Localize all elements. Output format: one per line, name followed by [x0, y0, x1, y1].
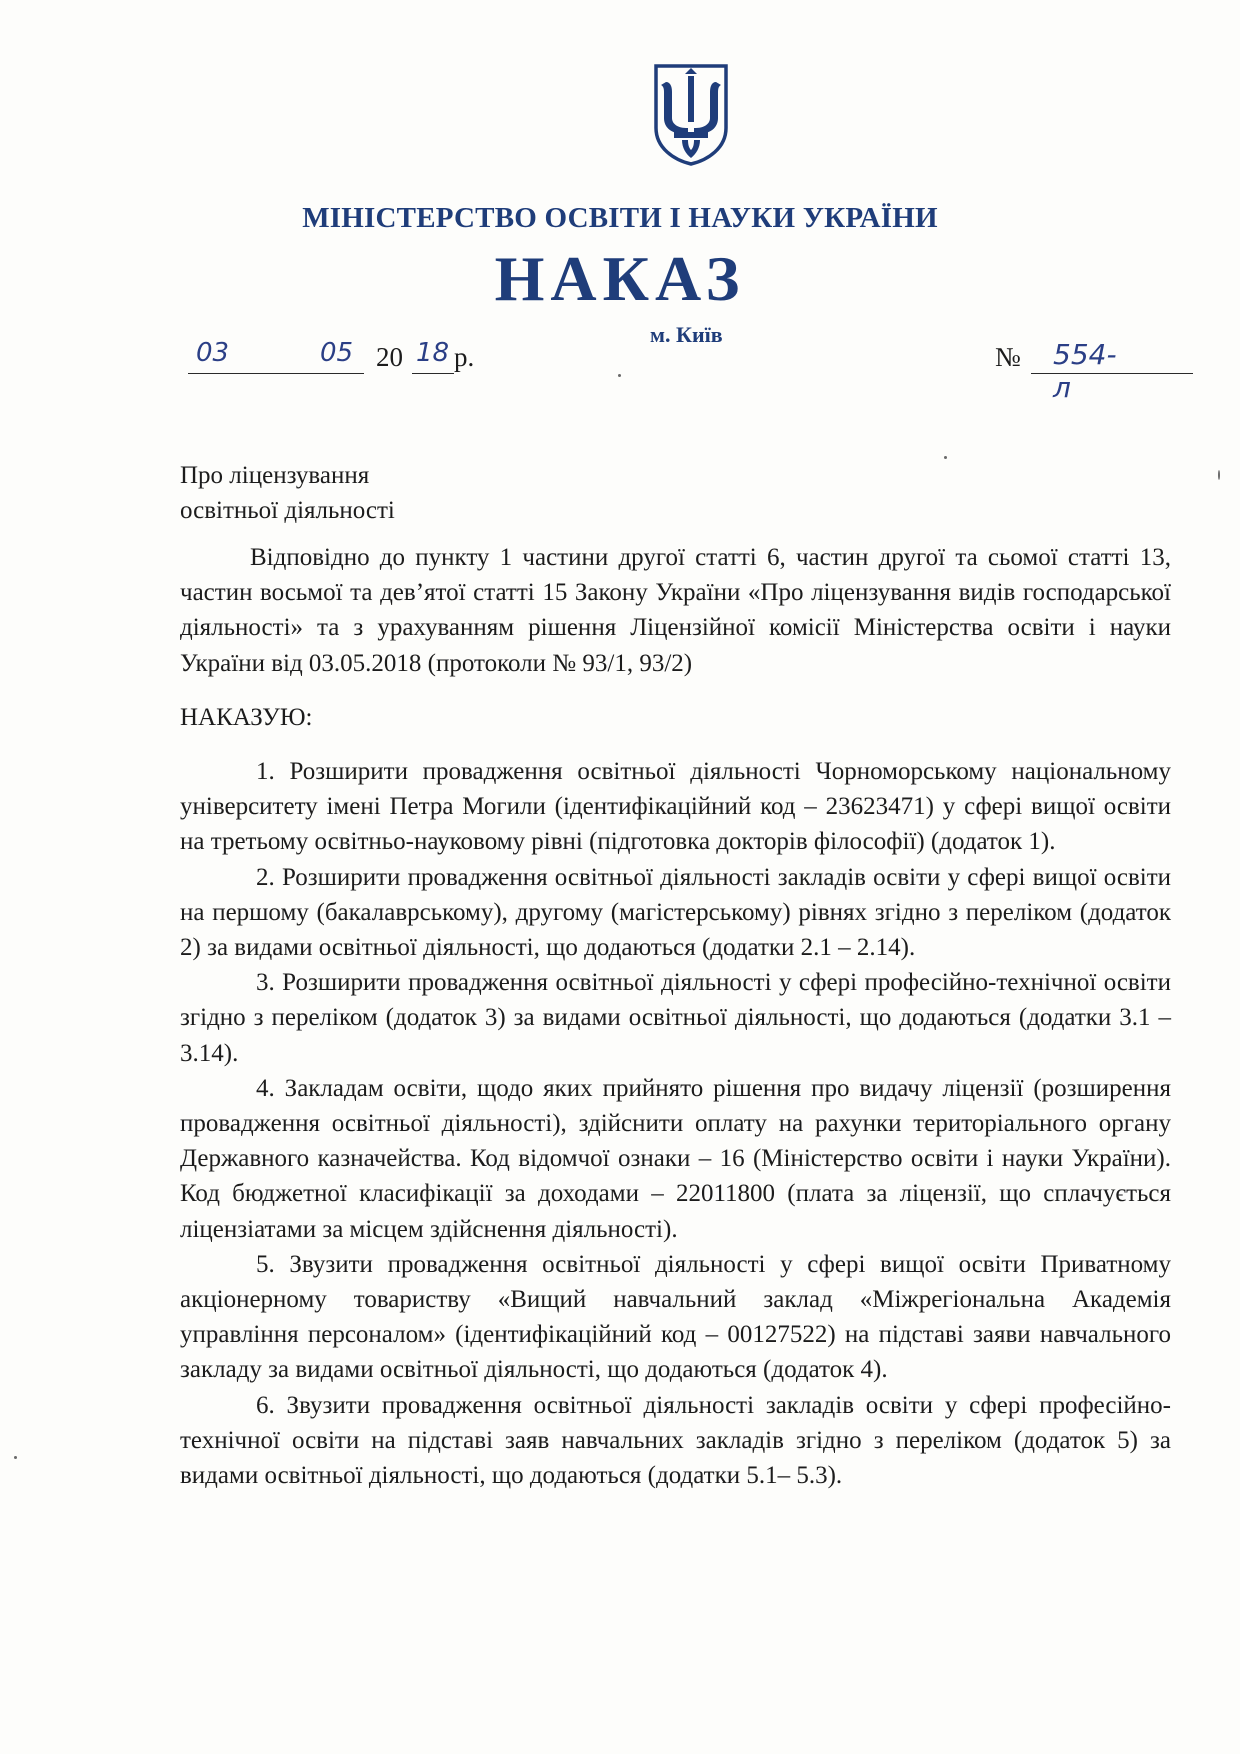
number-sign: № [995, 342, 1021, 372]
document-type-title: НАКАЗ [494, 243, 746, 314]
city-label: м. Київ [650, 322, 723, 347]
date-month: 05 [320, 338, 354, 368]
scan-speck [944, 456, 947, 459]
date-day: 03 [196, 338, 230, 368]
coat-of-arms-trident-icon [652, 62, 730, 166]
order-item-4: 4. Закладам освіти, щодо яких прийнято рішення про видачу ліцензії (розширення провадження освітньої діяльності), здійснити оплату на рахунки територіального органу Державного казначейства. Код відомчої ознаки – 16 (Міністерство освіти і науки України). Код бюджетної класифікації за доходами – 22011800 (плата за ліцензії, що сплачується ліцензіатами за місцем здійснення діяльності). [180, 1074, 1171, 1243]
date-year-abbr: р. [454, 342, 475, 372]
decree-word: НАКАЗУЮ: [180, 703, 313, 731]
date-year-suffix: 18 [416, 338, 450, 368]
order-item-5: 5. Звузити провадження освітньої діяльності у сфері вищої освіти Приватному акціонерному товариству «Вищий навчальний заклад «Міжрегіональна Академія управління персоналом» (ідентифікаційний код – 00127522) на підставі заяви навчального закладу за видами освітньої діяльності, що додаються (додаток 4). [180, 1250, 1171, 1384]
order-item-3: 3. Розширити провадження освітньої діяльності у сфері професійно-технічної освіти згідно з переліком (додаток 3) за видами освітньої діяльності, що додаються (додатки 3.1 – 3.14). [180, 969, 1171, 1067]
subject-line-1: Про ліцензування [180, 462, 370, 489]
ministry-name: МІНІСТЕРСТВО ОСВІТИ І НАУКИ УКРАЇНИ [302, 202, 938, 234]
order-body [180, 540, 1171, 1493]
scan-speck [618, 374, 621, 377]
order-item-6: 6. Звузити провадження освітньої діяльності закладів освіти у сфері професійно-технічної освіти на підставі заяв навчальних закладів згідно з переліком (додаток 5) за видами освітньої діяльності, що додаються (додатки 5.1– 5.3). [180, 1391, 1171, 1490]
scan-speck [14, 1456, 17, 1459]
subject-line-2: освітньої діяльності [180, 497, 395, 524]
order-item-1: 1. Розширити провадження освітньої діяльності Чорноморському національному університету імені Петра Могили (ідентифікаційний код – 23623471) у сфері вищої освіти на третьому освітньо-науковому рівні (підготовка докторів філософії) (додаток 1). [180, 758, 1171, 856]
order-item-2: 2. Розширити провадження освітньої діяльності закладів освіти у сфері вищої освіти на першому (бакалаврському), другому (магістерському) рівнях згідно з переліком (додаток 2) за видами освітньої діяльності, що додаються (додатки 2.1 – 2.14). [180, 863, 1171, 962]
order-subject [180, 458, 395, 528]
date-year-prefix: 20 [376, 342, 403, 372]
number-value: 554-л [1053, 338, 1117, 404]
preamble-paragraph: Відповідно до пункту 1 частини другої статті 6, частин другої та сьомої статті 13, частин восьмої та дев’ятої статті 15 Закону України «Про ліцензування видів господарської діяльності» та з урахуванням рішення Ліцензійної комісії Міністерства освіти і науки України від 03.05.2018 (протоколи № 93/1, 93/2) [180, 544, 1171, 677]
scan-speck [1218, 470, 1220, 480]
